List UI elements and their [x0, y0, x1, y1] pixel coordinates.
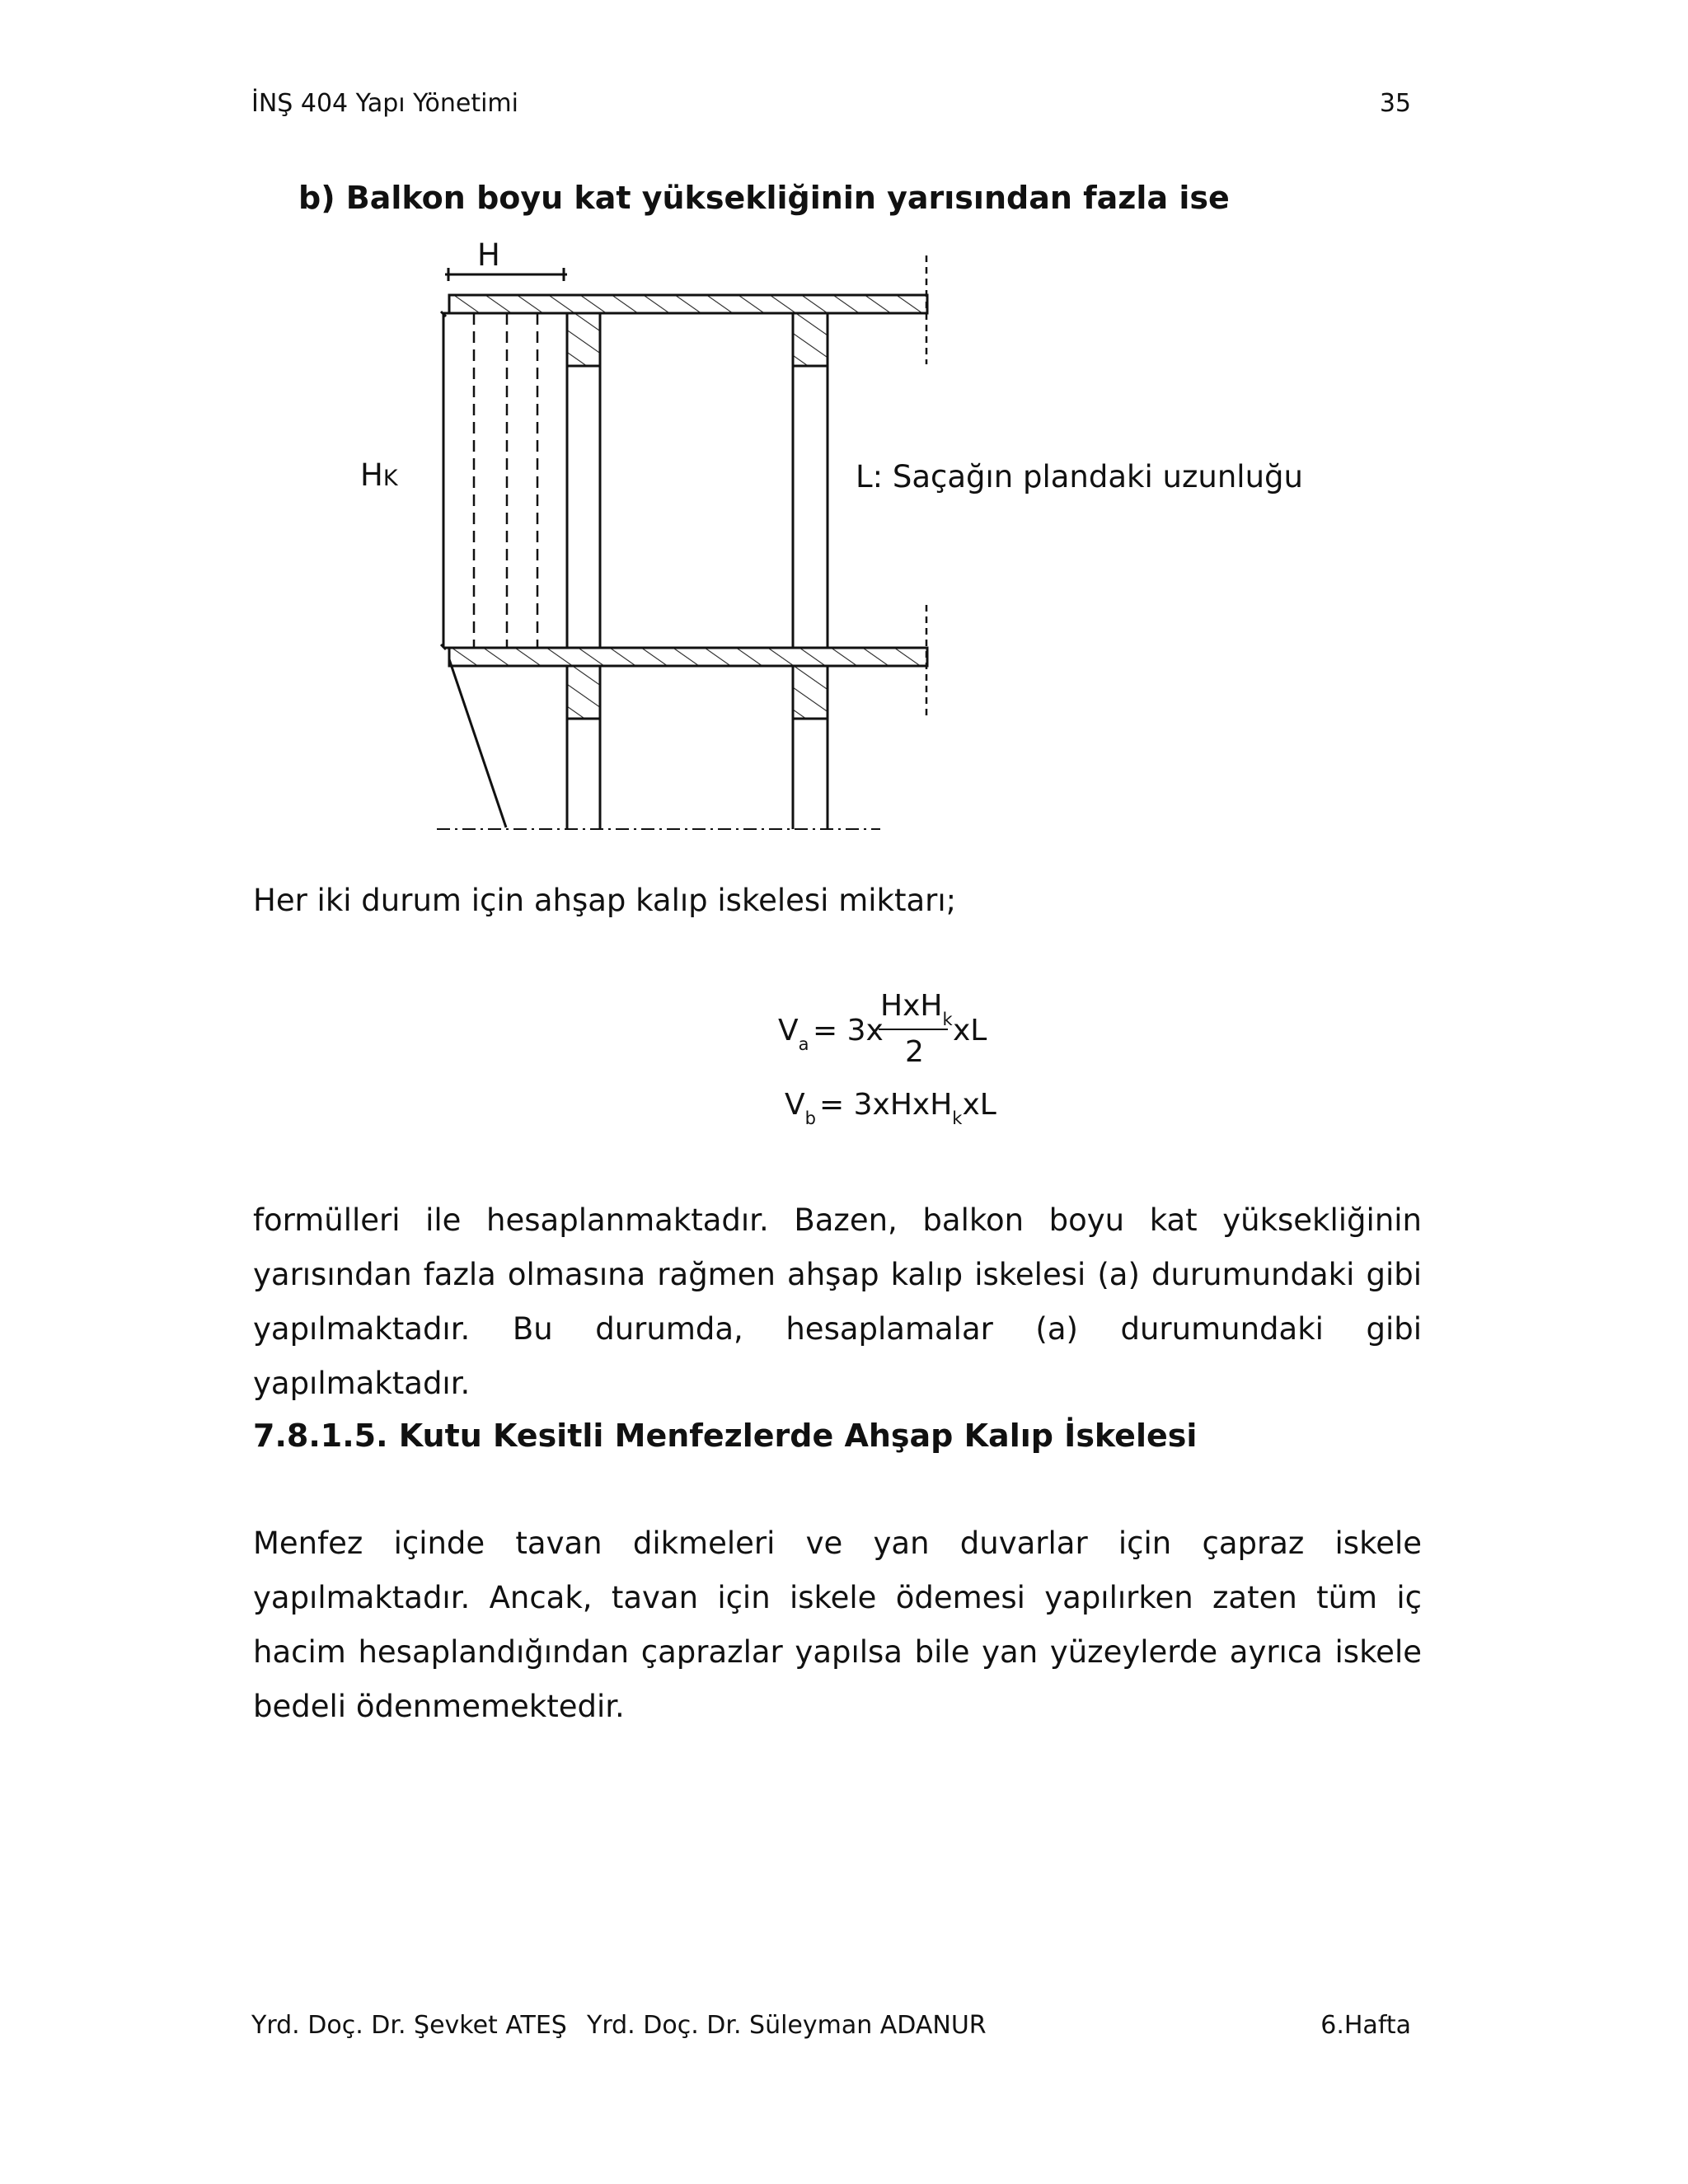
formula-va: $V_a$ = 3x HxH$_k$ 2 xL	[778, 989, 987, 1069]
footer-author-1: Yrd. Doç. Dr. Şevket ATEŞ	[251, 2011, 567, 2040]
upper-slab	[449, 295, 927, 366]
label-hk: HK	[360, 457, 398, 493]
h-dimension-line	[445, 268, 567, 281]
columns	[567, 366, 828, 829]
section-b-heading: b) Balkon boyu kat yüksekliğinin yarısından fazla ise	[298, 180, 1230, 216]
paragraph-2: Menfez içinde tavan dikmeleri ve yan duvarlar için çapraz iskele yapılmaktadır. Ancak, tavan için iskele ödemesi yapılırken zaten tüm iç hacim hesaplandığından çaprazlar yapılsa bile yan yüzeylerde ayrıca iskele bedeli ödenmemektedir.	[253, 1526, 1422, 1724]
footer-author-2: Yrd. Doç. Dr. Süleyman ADANUR	[587, 2011, 987, 2040]
lower-slab	[449, 648, 927, 719]
diagram-legend: L: Saçağın plandaki uzunluğu	[856, 459, 1303, 494]
scaffold-posts	[474, 313, 537, 648]
fraction-bar	[879, 1029, 948, 1030]
footer-week: 6.Hafta	[1320, 2011, 1411, 2040]
scaffold-frame	[441, 312, 567, 827]
intro-text: Her iki durum için ahşap kalıp iskelesi miktarı;	[253, 883, 957, 918]
header-title: İNŞ 404 Yapı Yönetimi	[251, 89, 518, 118]
balcony-formwork-diagram	[0, 0, 1688, 874]
paragraph-1: formülleri ile hesaplanmaktadır. Bazen, balkon boyu kat yüksekliğinin yarısından fazla olmasına rağmen ahşap kalıp iskelesi (a) durumundaki gibi yapılmaktadır. Bu durumda, hesaplamalar (a) durumundaki gibi yapılmaktadır.	[253, 1202, 1422, 1401]
formula-vb: $V_b$ = 3xHxH$_k$xL	[785, 1088, 996, 1128]
page-number: 35	[1379, 89, 1411, 118]
section-heading: 7.8.1.5. Kutu Kesitli Menfezlerde Ahşap Kalıp İskelesi	[253, 1418, 1198, 1454]
label-h: H	[477, 237, 500, 273]
